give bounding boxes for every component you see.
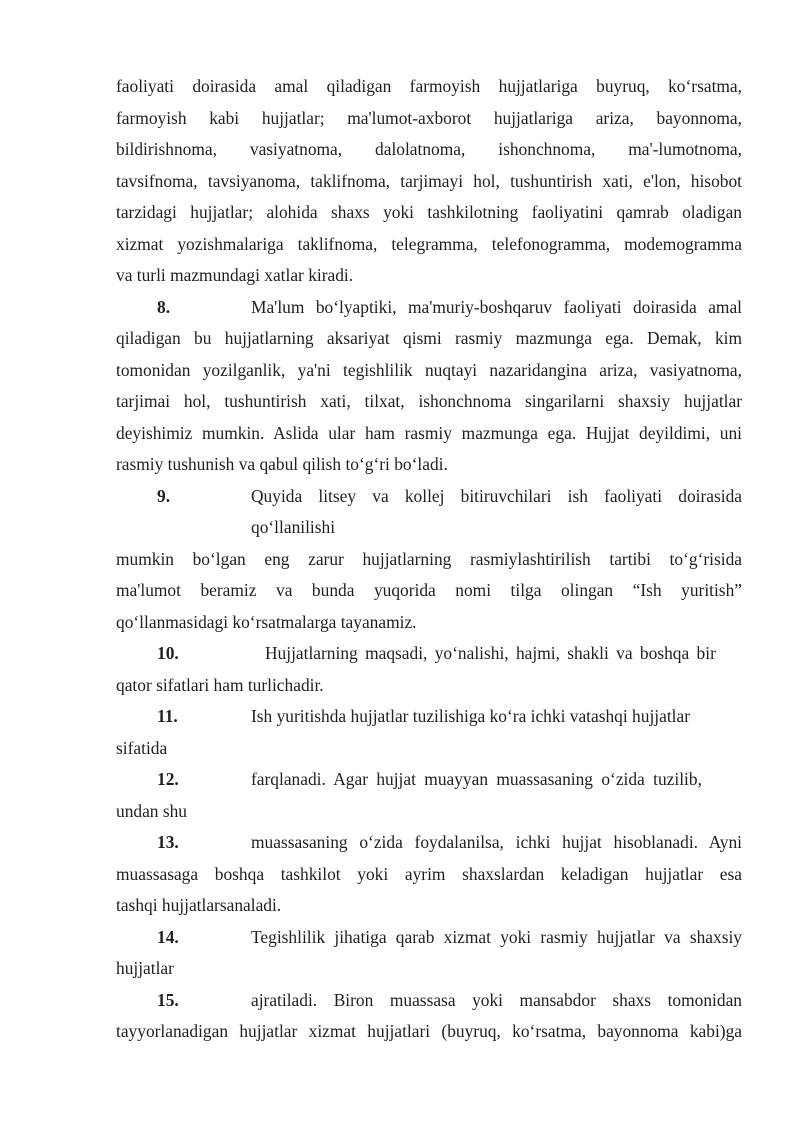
text-line: mumkin bo‘lgan eng zarur hujjatlarning rasmiylashtirilish tartibi to‘g‘risida bbox=[116, 548, 742, 569]
text-line: tarzidagi hujjatlar; alohida shaxs yoki tashkilotning faoliyatini qamrab oladigan bbox=[116, 202, 742, 222]
item-number: 9. bbox=[157, 485, 171, 506]
text-line: qiladigan bu hujjatlarning aksariyat qismi rasmiy mazmunga ega. Demak, kim bbox=[116, 328, 742, 348]
numbered-item-11 bbox=[116, 701, 742, 764]
intro-paragraph bbox=[116, 71, 742, 292]
numbered-item-10 bbox=[116, 638, 742, 701]
text-line: ma'lumot beramiz va bunda yuqorida nomi tilga olingan “Ish yuritish” bbox=[116, 580, 742, 600]
text-line: farqlanadi. Agar hujjat muayyan muassasaning o‘zida tuzilib, bbox=[251, 769, 702, 789]
item-number: 12. bbox=[157, 769, 179, 789]
text-line: tavsifnoma, tavsiyanoma, taklifnoma, tarjimayi hol, tushuntirish xati, e'lon, hisobot bbox=[116, 170, 742, 191]
item-number: 11. bbox=[157, 706, 178, 726]
text-line: tomonidan yozilganlik, ya'ni tegishlilik nuqtayi nazaridangina ariza, vasiyatnoma, bbox=[116, 359, 742, 380]
text-line: bildirishnoma, vasiyatnoma, dalolatnoma, ishonchnoma, ma'-lumotnoma, bbox=[116, 139, 742, 159]
numbered-item-9 bbox=[116, 481, 742, 639]
text-line: Quyida litsey va kollej bitiruvchilari ish faoliyati doirasida qo‘llanilishi bbox=[251, 485, 742, 537]
numbered-item-13 bbox=[116, 827, 742, 922]
numbered-item-12 bbox=[116, 764, 742, 827]
text-line: Tegishlilik jihatiga qarab xizmat yoki rasmiy hujjatlar va shaxsiy bbox=[251, 926, 742, 947]
text-line: qo‘llanmasidagi ko‘rsatmalarga tayanamiz. bbox=[116, 611, 417, 632]
text-line: tashqi hujjatlarsanaladi. bbox=[116, 895, 282, 915]
numbered-item-8 bbox=[116, 292, 742, 481]
text-line: Ish yuritishda hujjatlar tuzilishiga ko‘ra ichki vatashqi hujjatlar bbox=[251, 706, 691, 726]
text-line: muassasaga boshqa tashkilot yoki ayrim shaxslardan keladigan hujjatlar esa bbox=[116, 863, 742, 884]
text-line: rasmiy tushunish va qabul qilish to‘g‘ri bo‘ladi. bbox=[116, 454, 448, 474]
text-line: sifatida bbox=[116, 737, 168, 758]
item-number: 15. bbox=[157, 989, 179, 1010]
numbered-item-14 bbox=[116, 922, 742, 985]
text-line: ajratiladi. Biron muassasa yoki mansabdor shaxs tomonidan bbox=[251, 989, 742, 1010]
item-number: 8. bbox=[157, 296, 171, 317]
text-line: hujjatlar bbox=[116, 958, 174, 978]
text-line: va turli mazmundagi xatlar kiradi. bbox=[116, 265, 354, 285]
numbered-item-15 bbox=[116, 985, 742, 1048]
text-line: muassasaning o‘zida foydalanilsa, ichki hujjat hisoblanadi. Ayni bbox=[251, 832, 742, 852]
text-line: deyishimiz mumkin. Aslida ular ham rasmiy mazmunga ega. Hujjat deyildimi, uni bbox=[116, 422, 742, 443]
item-number: 14. bbox=[157, 926, 179, 947]
text-line: qator sifatlari ham turlichadir. bbox=[116, 674, 324, 695]
item-number: 10. bbox=[157, 643, 179, 663]
text-line: farmoyish kabi hujjatlar; ma'lumot-axborot hujjatlariga ariza, bayonnoma, bbox=[116, 107, 742, 128]
text-line: xizmat yozishmalariga taklifnoma, telegramma, telefonogramma, modemogramma bbox=[116, 233, 742, 254]
document-body bbox=[116, 71, 742, 1048]
text-line: faoliyati doirasida amal qiladigan farmoyish hujjatlariga buyruq, ko‘rsatma, bbox=[116, 76, 742, 96]
text-line: Ma'lum bo‘lyaptiki, ma'muriy-boshqaruv faoliyati doirasida amal bbox=[251, 296, 742, 317]
text-line: undan shu bbox=[116, 800, 188, 821]
text-line: Hujjatlarning maqsadi, yo‘nalishi, hajmi, shakli va boshqa bir bbox=[265, 643, 716, 663]
text-line: tayyorlanadigan hujjatlar xizmat hujjatlari (buyruq, ko‘rsatma, bayonnoma kabi)ga bbox=[116, 1021, 742, 1041]
text-line: tarjimai hol, tushuntirish xati, tilxat, ishonchnoma singarilarni shaxsiy hujjatlar bbox=[116, 391, 742, 411]
item-number: 13. bbox=[157, 832, 179, 852]
